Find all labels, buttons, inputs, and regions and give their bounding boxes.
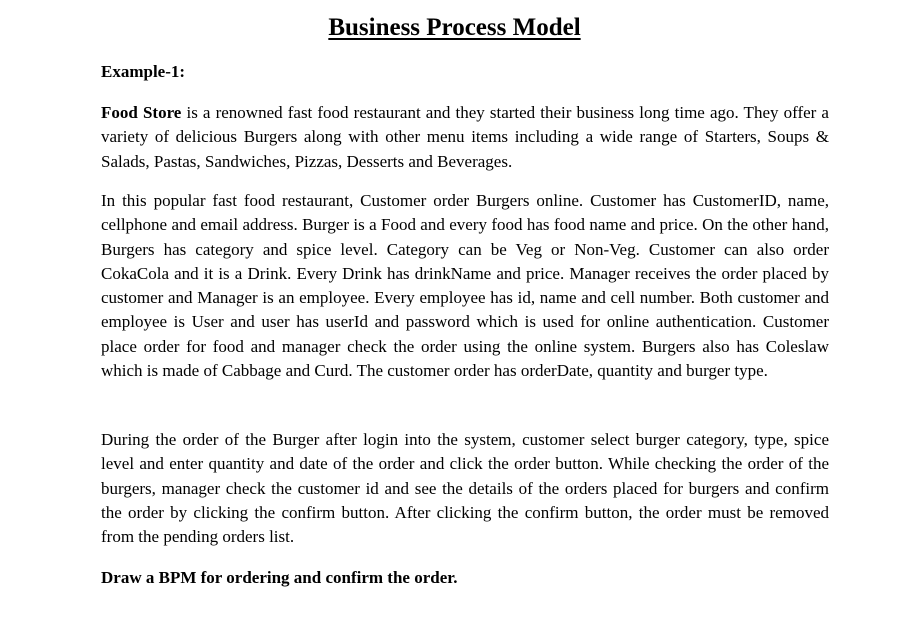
paragraph-process: During the order of the Burger after login into the system, customer select burger category, type, spice level and enter quantity and date of the order and click the order button. While checking the order of the burgers, manager check the customer id and see the details of the orders placed for burgers and confirm the order by clicking the confirm button. After clicking the confirm button, the order must be removed from the pending orders list. [101, 430, 829, 547]
page-title: Business Process Model [328, 14, 581, 41]
paragraph-requirements: In this popular fast food restaurant, Customer order Burgers online. Customer has CustomerID, name, cellphone and email address. Burger is a Food and every food has food name and price. On the other hand, Burgers has category and spice level. Category can be Veg or Non-Veg. Customer can also order CokaCola and it is a Drink. Every Drink has drinkName and price. Manager receives the order placed by customer and Manager is an employee. Every employee has id, name and cell number. Both customer and employee is User and user has userId and password which is used for online authentication. Customer place order for food and manager check the order using the online system. Burgers also has Coleslaw which is made of Cabbage and Curd. The customer order has orderDate, quantity and burger type. [101, 191, 829, 381]
paragraph-intro-text: is a renowned fast food restaurant and they started their business long time ago. They offer a variety of delicious Burgers along with other menu items including a wide range of Starters, Soups & Salads, Pastas, Sandwiches, Pizzas, Desserts and Beverages. [101, 103, 829, 171]
task-instruction: Draw a BPM for ordering and confirm the order. [101, 568, 458, 587]
example-label: Example-1: [101, 62, 186, 81]
paragraph-intro [101, 101, 829, 174]
paragraph-intro-lead: Food Store [101, 103, 182, 122]
